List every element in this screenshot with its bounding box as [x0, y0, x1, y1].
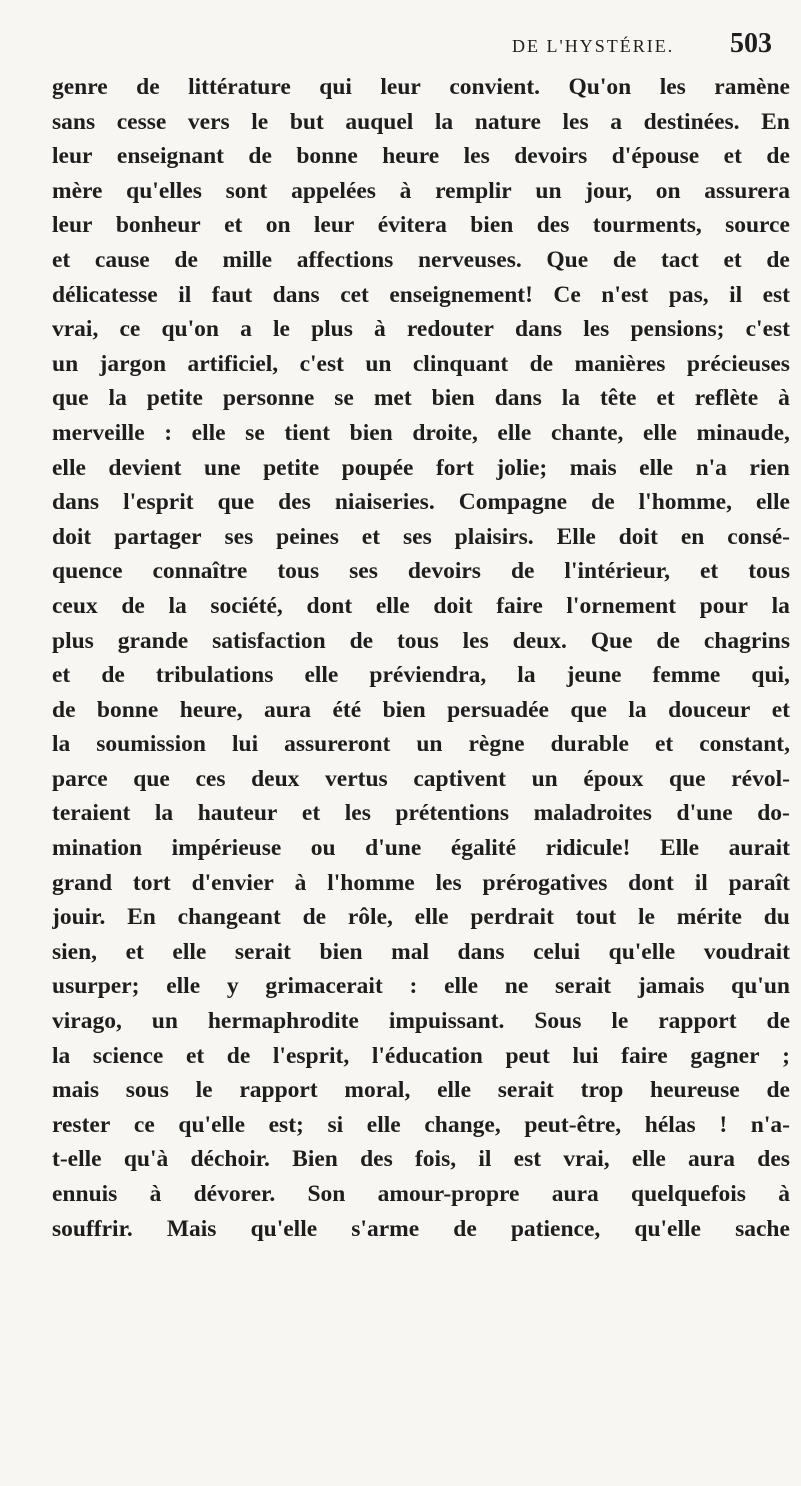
text-line: sien, et elle serait bien mal dans celui qu'elle voudrait [52, 938, 790, 965]
text-line: dans l'esprit que des niaiseries. Compagne de l'homme, elle [52, 489, 790, 516]
text-line: et cause de mille affections nerveuses. Que de tact et de [52, 246, 790, 273]
text-line: ennuis à dévorer. Son amour-propre aura quelquefois à [52, 1181, 790, 1207]
text-line: sans cesse vers le but auquel la nature les a destinées. En [52, 108, 790, 135]
text-line: et de tribulations elle préviendra, la jeune femme qui, [52, 662, 790, 689]
text-line: genre de littérature qui leur convient. Qu'on les ramène [52, 74, 790, 100]
text-line: mais sous le rapport moral, elle serait trop heureuse de [52, 1077, 790, 1104]
text-line: un jargon artificiel, c'est un clinquant de manières précieuses [52, 350, 790, 377]
body-text [52, 70, 790, 1246]
text-line: mination impérieuse ou d'une égalité ridicule! Elle aurait [52, 835, 790, 862]
text-line: mère qu'elles sont appelées à remplir un jour, on assurera [52, 177, 790, 204]
text-line: parce que ces deux vertus captivent un époux que révol- [52, 765, 790, 792]
text-line: vrai, ce qu'on a le plus à redouter dans les pensions; c'est [52, 316, 790, 343]
text-line: grand tort d'envier à l'homme les prérogatives dont il paraît [52, 869, 790, 896]
text-line: teraient la hauteur et les prétentions maladroites d'une do- [52, 800, 790, 827]
running-head: DE L'HYSTÉRIE. [512, 36, 675, 56]
text-line: la soumission lui assureront un règne durable et constant, [52, 731, 790, 758]
text-line: que la petite personne se met bien dans la tête et reflète à [52, 385, 790, 412]
text-line: virago, un hermaphrodite impuissant. Sous le rapport de [52, 1008, 790, 1035]
text-line: elle devient une petite poupée fort jolie; mais elle n'a rien [52, 454, 790, 481]
text-line: quence connaître tous ses devoirs de l'intérieur, et tous [52, 558, 790, 585]
page-number: 503 [730, 28, 772, 59]
text-line: ceux de la société, dont elle doit faire l'ornement pour la [52, 592, 790, 619]
text-line: leur enseignant de bonne heure les devoirs d'épouse et de [52, 143, 790, 170]
text-line: doit partager ses peines et ses plaisirs. Elle doit en consé- [52, 523, 790, 550]
text-line: plus grande satisfaction de tous les deux. Que de chagrins [52, 627, 790, 654]
text-line: t-elle qu'à déchoir. Bien des fois, il est vrai, elle aura des [52, 1146, 790, 1173]
text-line: merveille : elle se tient bien droite, elle chante, elle minaude, [52, 419, 790, 446]
text-line: souffrir. Mais qu'elle s'arme de patience, qu'elle sache [52, 1215, 790, 1242]
text-line: usurper; elle y grimacerait : elle ne serait jamais qu'un [52, 973, 790, 1000]
text-line: leur bonheur et on leur évitera bien des tourments, source [52, 212, 790, 239]
text-line: délicatesse il faut dans cet enseignement! Ce n'est pas, il est [52, 281, 790, 308]
text-line: de bonne heure, aura été bien persuadée que la douceur et [52, 696, 790, 723]
text-line: rester ce qu'elle est; si elle change, peut-être, hélas ! n'a- [52, 1111, 790, 1138]
text-line: la science et de l'esprit, l'éducation peut lui faire gagner ; [52, 1042, 790, 1069]
text-line: jouir. En changeant de rôle, elle perdrait tout le mérite du [52, 904, 790, 931]
